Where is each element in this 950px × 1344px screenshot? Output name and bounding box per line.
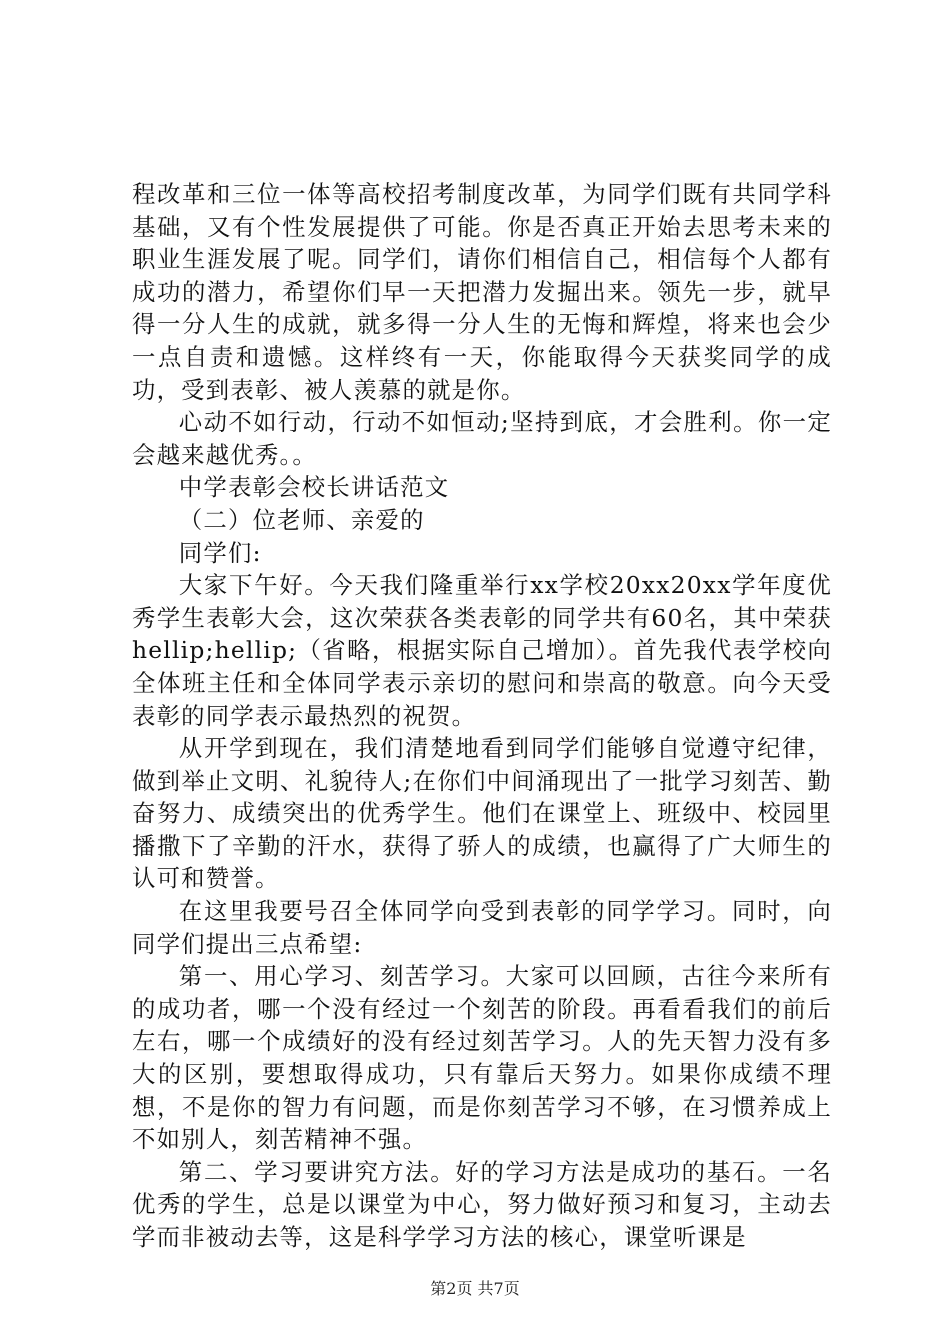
paragraph: 从开学到现在，我们清楚地看到同学们能够自觉遵守纪律，做到举止文明、礼貌待人;在你们中间涌现出了一批学习刻苦、勤奋努力、成绩突出的优秀学生。他们在课堂上、班级中、校园里播撒下了辛勤的汗水，获得了骄人的成绩，也赢得了广大师生的认可和赞誉。 — [132, 734, 832, 893]
salutation: 同学们: — [178, 538, 262, 567]
document-body — [132, 178, 832, 1254]
paragraph: （二）位老师、亲爱的 — [178, 505, 425, 534]
section-title: 中学表彰会校长讲话范文 — [178, 473, 450, 502]
paragraph-continuation: 程改革和三位一体等高校招考制度改革，为同学们既有共同学科基础，又有个性发展提供了可能。你是否真正开始去思考未来的职业生涯发展了呢。同学们，请你们相信自己，相信每个人都有成功的潜力，希望你们早一天把潜力发掘出来。领先一步，就早得一分人生的成就，就多得一分人生的无悔和辉煌，将来也会少一点自责和遗憾。这样终有一天，你能取得今天获奖同学的成功，受到表彰、被人羡慕的就是你。 — [132, 180, 832, 404]
paragraph: 第二、学习要讲究方法。好的学习方法是成功的基石。一名优秀的学生，总是以课堂为中心，努力做好预习和复习，主动去学而非被动去等，这是科学学习方法的核心，课堂听课是 — [132, 1157, 832, 1251]
paragraph: 在这里我要号召全体同学向受到表彰的同学学习。同时，向同学们提出三点希望: — [132, 897, 832, 958]
paragraph: 大家下午好。今天我们隆重举行xx学校20xx20xx学年度优秀学生表彰大会，这次荣获各类表彰的同学共有60名，其中荣获hellip;hellip;（省略，根据实际自己增加）。首先我代表学校向全体班主任和全体同学表示亲切的慰问和崇高的敬意。向今天受表彰的同学表示最热烈的祝贺。 — [132, 571, 832, 730]
page-number-footer: 第2页 共7页 — [430, 1279, 520, 1298]
paragraph: 第一、用心学习、刻苦学习。大家可以回顾，古往今来所有的成功者，哪一个没有经过一个刻苦的阶段。再看看我们的前后左右，哪一个成绩好的没有经过刻苦学习。人的先天智力没有多大的区别，要想取得成功，只有靠后天努力。如果你成绩不理想，不是你的智力有问题，而是你刻苦学习不够，在习惯养成上不如别人，刻苦精神不强。 — [132, 962, 832, 1154]
paragraph: 心动不如行动，行动不如恒动;坚持到底，才会胜利。你一定会越来越优秀。。 — [132, 408, 832, 469]
